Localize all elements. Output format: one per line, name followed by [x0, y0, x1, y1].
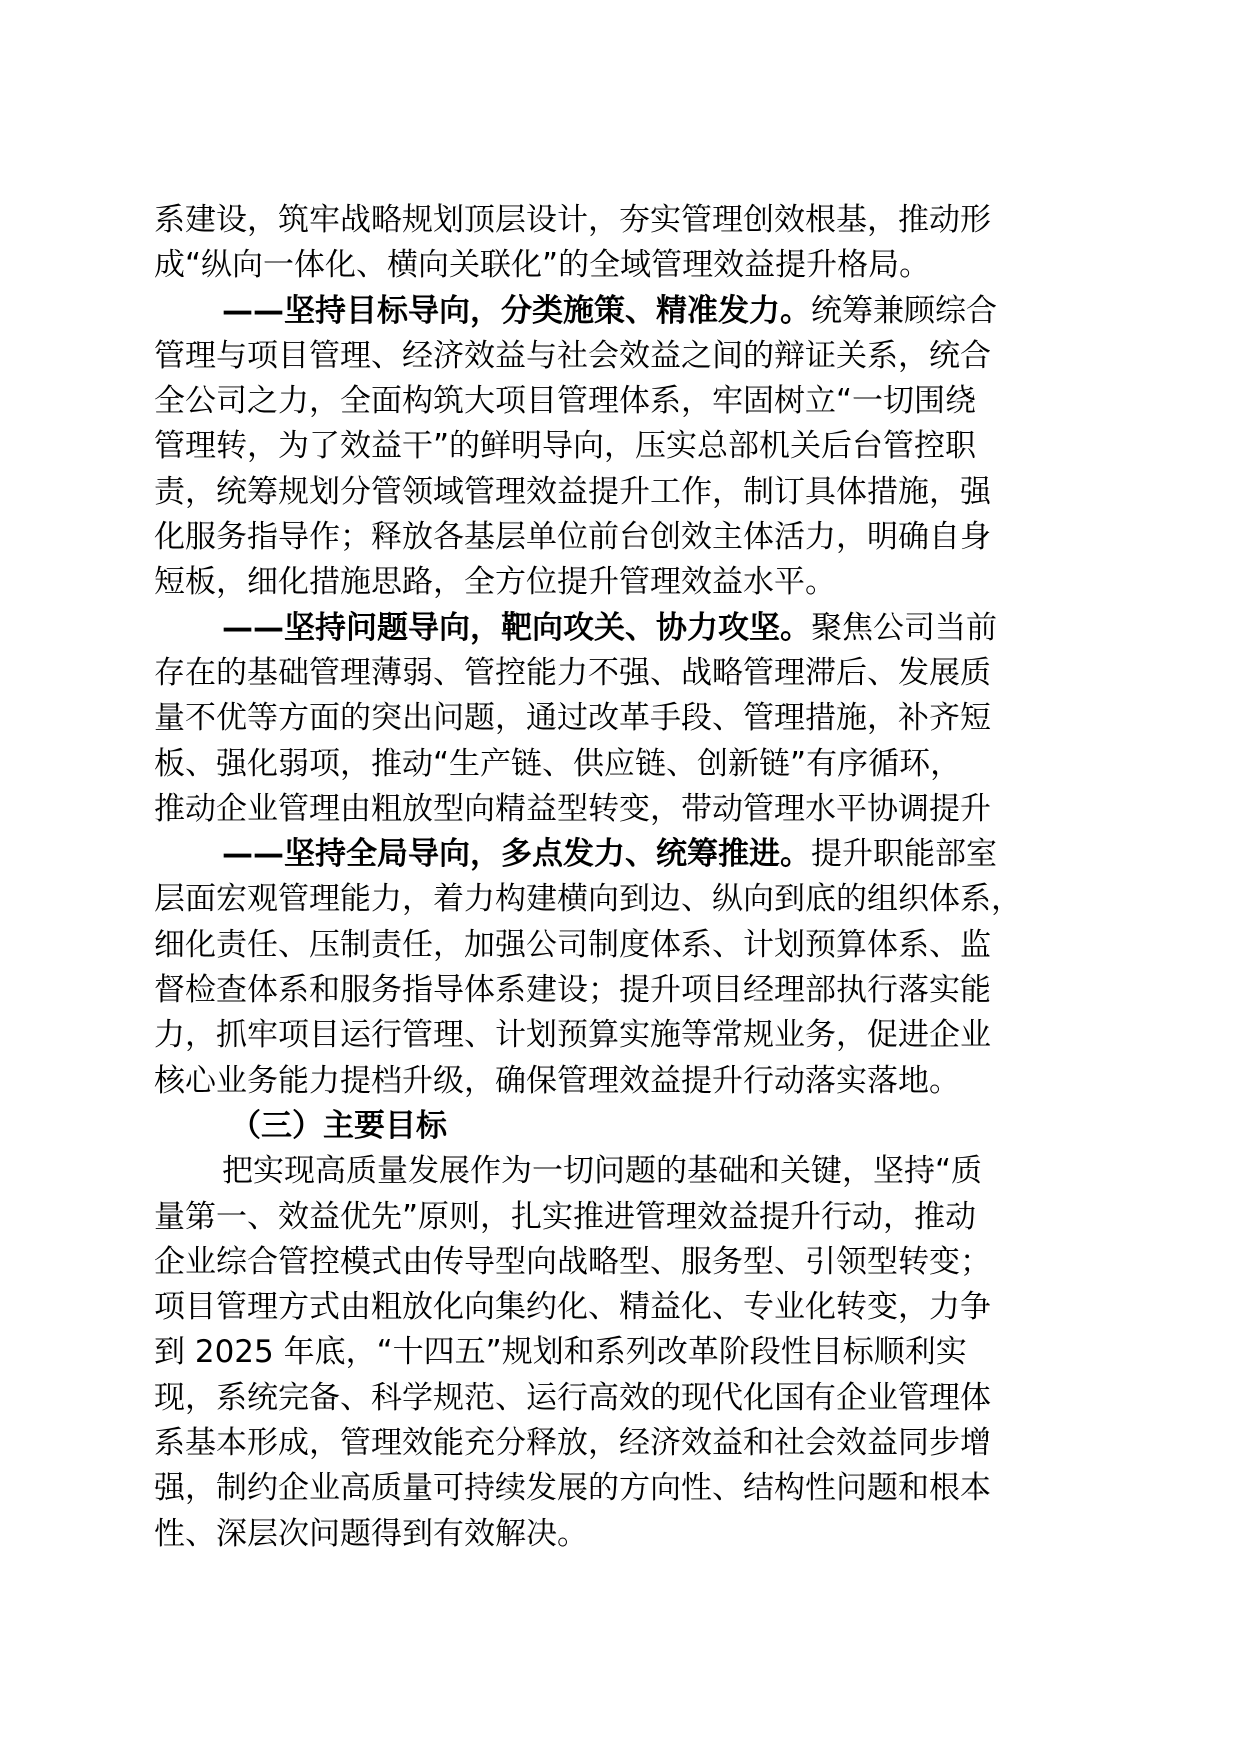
- paragraph-line: 推动企业管理由粗放型向精益型转变，带动管理水平协调提升: [154, 790, 991, 827]
- paragraph-line: 项目管理方式由粗放化向集约化、精益化、专业化转变，力争: [154, 1289, 991, 1326]
- paragraph-line: 短板，细化措施思路，全方位提升管理效益水平。: [154, 564, 836, 601]
- body-text: [154, 198, 1090, 1557]
- paragraph-line: 量不优等方面的突出问题，通过改革手段、管理措施，补齐短: [154, 700, 991, 737]
- paragraph-line: 成“纵向一体化、横向关联化”的全域管理效益提升格局。: [154, 247, 931, 284]
- paragraph-line: 化服务指导作；释放各基层单位前台创效主体活力，明确自身: [154, 519, 991, 556]
- paragraph-line: 现，系统完备、科学规范、运行高效的现代化国有企业管理体: [154, 1379, 991, 1416]
- principle-heading-line: ——坚持目标导向，分类施策、精准发力。统筹兼顾综合: [222, 292, 997, 329]
- paragraph-line: 性、深层次问题得到有效解决。: [154, 1515, 588, 1552]
- paragraph-line: 核心业务能力提档升级，确保管理效益提升行动落实落地。: [154, 1062, 960, 1099]
- paragraph-line: 系建设，筑牢战略规划顶层设计，夯实管理创效根基，推动形: [154, 202, 991, 238]
- paragraph-line: 管理与项目管理、经济效益与社会效益之间的辩证关系，统合: [154, 337, 991, 374]
- paragraph-line: 细化责任、压制责任，加强公司制度体系、计划预算体系、监: [154, 926, 991, 963]
- paragraph-line: 强，制约企业高质量可持续发展的方向性、结构性问题和根本: [154, 1470, 991, 1507]
- section-heading: [154, 1104, 1090, 1149]
- paragraph-line: 力，抓牢项目运行管理、计划预算实施等常规业务，促进企业: [154, 1017, 991, 1054]
- paragraph-line: 责，统筹规划分管领域管理效益提升工作，制订具体措施，强: [154, 473, 991, 510]
- section-title: （三）主要目标: [230, 1107, 447, 1144]
- paragraph-line: 到 2025 年底，“十四五”规划和系列改革阶段性目标顺利实: [154, 1334, 967, 1371]
- principle-title: ——坚持目标导向，分类施策、精准发力。: [222, 292, 811, 329]
- principle-title: ——坚持全局导向，多点发力、统筹推进。: [222, 836, 811, 873]
- paragraph-line: 企业综合管控模式由传导型向战略型、服务型、引领型转变；: [154, 1243, 991, 1280]
- paragraph-line: 把实现高质量发展作为一切问题的基础和关键，坚持“质: [222, 1153, 983, 1190]
- principle-heading-line: ——坚持问题导向，靶向攻关、协力攻坚。聚焦公司当前: [222, 609, 997, 646]
- paragraph-line: 存在的基础管理薄弱、管控能力不强、战略管理滞后、发展质: [154, 654, 991, 691]
- paragraph-line: 层面宏观管理能力，着力构建横向到边、纵向到底的组织体系，: [154, 881, 1022, 918]
- paragraph-line: 管理转，为了效益干”的鲜明导向，压实总部机关后台管控职: [154, 428, 977, 465]
- paragraph-line: 全公司之力，全面构筑大项目管理体系，牢固树立“一切围绕: [154, 383, 977, 420]
- paragraph-line: 量第一、效益优先”原则，扎实推进管理效益提升行动，推动: [154, 1198, 977, 1235]
- paragraph-line: 督检查体系和服务指导体系建设；提升项目经理部执行落实能: [154, 972, 991, 1009]
- paragraph-line: 板、强化弱项，推动“生产链、供应链、创新链”有序循环，: [154, 745, 962, 782]
- principle-title: ——坚持问题导向，靶向攻关、协力攻坚。: [222, 609, 811, 646]
- principle-heading-line: ——坚持全局导向，多点发力、统筹推进。提升职能部室: [222, 836, 997, 873]
- paragraph-line: 系基本形成，管理效能充分释放，经济效益和社会效益同步增: [154, 1425, 991, 1462]
